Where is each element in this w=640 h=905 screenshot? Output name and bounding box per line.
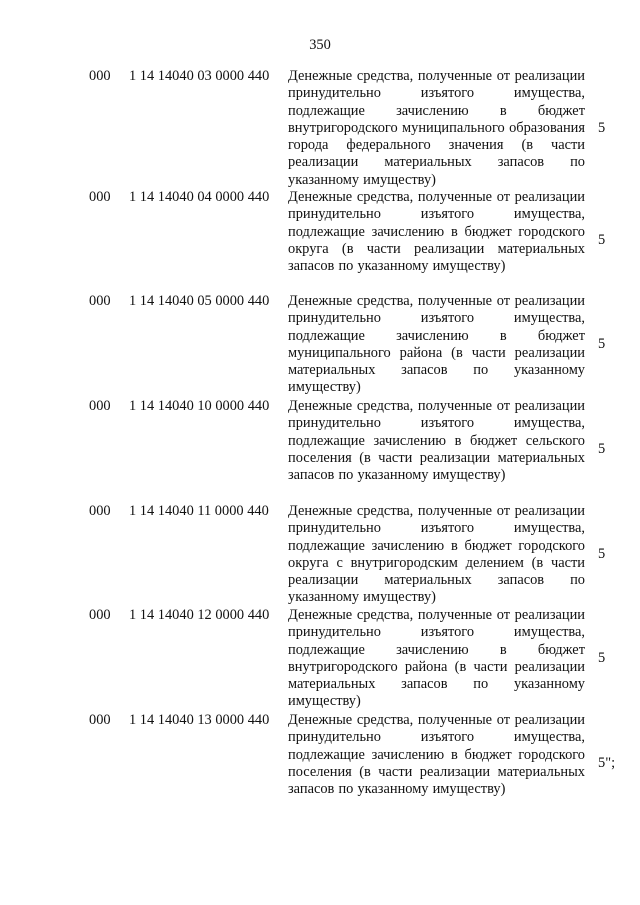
income-description: Денежные средства, полученные от реализации принудительно изъятого имущества, подлежащие зачислению в бюджет сельского поселения (в части реализации материальных запасов по указанному имуществу) (288, 398, 585, 483)
kbk-code: 1 14 14040 12 0000 440 (129, 607, 270, 623)
income-description: Денежные средства, полученные от реализации принудительно изъятого имущества, подлежащие зачислению в бюджет городского округа с внутригородским делением (в части реализации материальных запасов по указанному имуществу) (288, 503, 585, 606)
kbk-code: 1 14 14040 05 0000 440 (129, 293, 270, 309)
kbk-code: 1 14 14040 10 0000 440 (129, 398, 270, 414)
norm-value: 5 (598, 232, 606, 248)
norm-value: 5 (598, 546, 606, 562)
page-number: 350 (309, 37, 331, 53)
admin-code: 000 (89, 68, 111, 84)
income-description: Денежные средства, полученные от реализации принудительно изъятого имущества, подлежащие зачислению в бюджет внутригородского района (в части реализации материальных запасов по указанному имуществу) (288, 607, 585, 710)
income-description: Денежные средства, полученные от реализации принудительно изъятого имущества, подлежащие зачислению в бюджет внутригородского муниципального образования города федерального значения (в части реализации материальных запасов по указанному имуществу) (288, 68, 585, 188)
income-description: Денежные средства, полученные от реализации принудительно изъятого имущества, подлежащие зачислению в бюджет городского округа (в части реализации материальных запасов по указанному имуществу) (288, 189, 585, 274)
income-description: Денежные средства, полученные от реализации принудительно изъятого имущества, подлежащие зачислению в бюджет городского поселения (в части реализации материальных запасов по указанному имуществу) (288, 712, 585, 797)
norm-value: 5"; (598, 755, 616, 771)
norm-value: 5 (598, 650, 606, 666)
kbk-code: 1 14 14040 04 0000 440 (129, 189, 270, 205)
admin-code: 000 (89, 293, 111, 309)
kbk-code: 1 14 14040 13 0000 440 (129, 712, 270, 728)
kbk-code: 1 14 14040 03 0000 440 (129, 68, 270, 84)
norm-value: 5 (598, 441, 606, 457)
norm-value: 5 (598, 336, 606, 352)
admin-code: 000 (89, 607, 111, 623)
admin-code: 000 (89, 503, 111, 519)
income-description: Денежные средства, полученные от реализации принудительно изъятого имущества, подлежащие зачислению в бюджет муниципального района (в части реализации материальных запасов по указанному имуществу) (288, 293, 585, 396)
kbk-code: 1 14 14040 11 0000 440 (129, 503, 269, 519)
norm-value: 5 (598, 120, 606, 136)
admin-code: 000 (89, 398, 111, 414)
admin-code: 000 (89, 189, 111, 205)
admin-code: 000 (89, 712, 111, 728)
